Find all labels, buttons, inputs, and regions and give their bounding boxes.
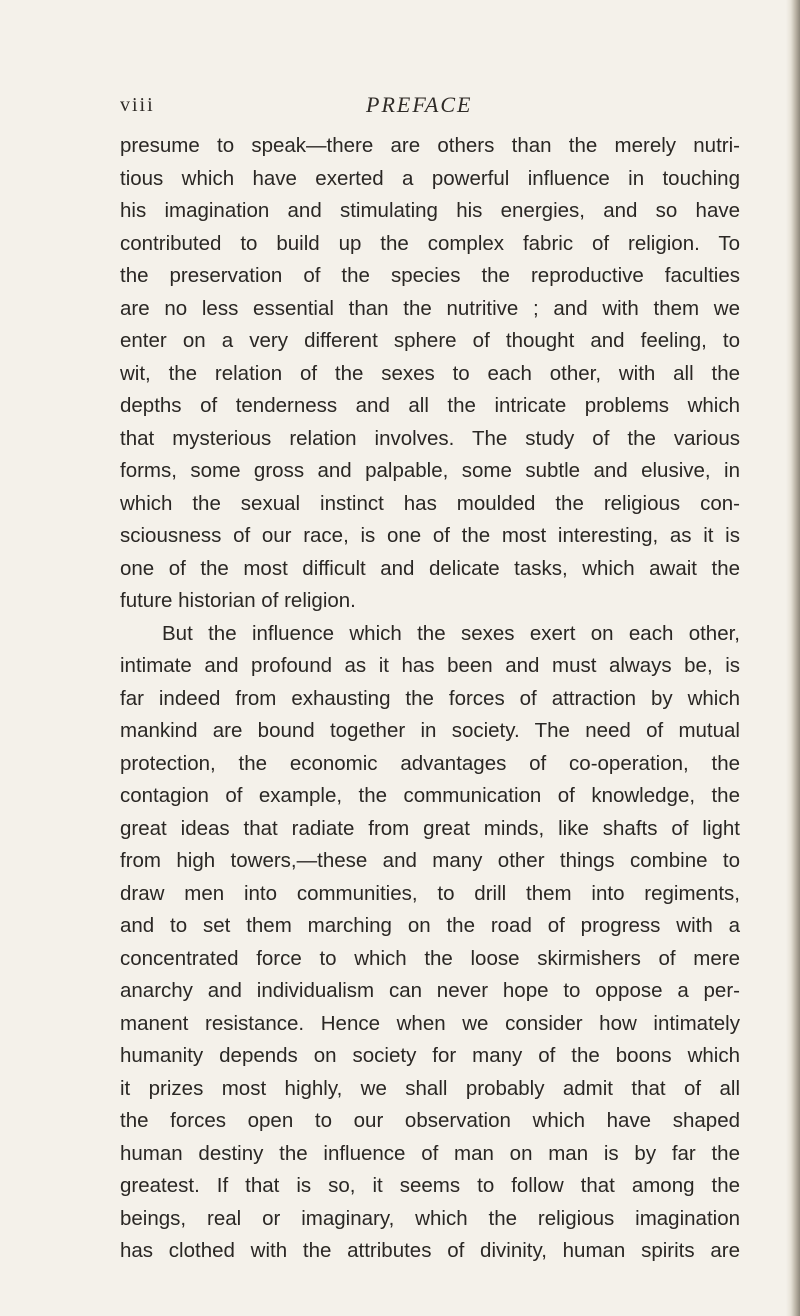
text-line: has clothed with the attributes of divinity, human spirits are <box>120 1239 740 1262</box>
text-line: the preservation of the species the reproductive faculties <box>120 264 740 287</box>
paragraph-2 <box>120 618 740 1268</box>
text-line: draw men into communities, to drill them into regiments, <box>120 881 740 905</box>
body-text <box>120 130 740 1268</box>
text-line: presume to speak—there are others than the merely nutri- <box>120 134 740 157</box>
page-header <box>120 86 680 126</box>
text-line: and to set them marching on the road of progress with a <box>120 914 740 937</box>
text-line: that mysterious relation involves. The study of the various <box>120 426 740 450</box>
text-line: sciousness of our race, is one of the most interesting, as it is <box>120 524 740 547</box>
running-head: PREFACE <box>366 92 473 117</box>
text-line: depths of tenderness and all the intricate problems which <box>120 394 740 417</box>
text-line: tious which have exerted a powerful influence in touching <box>120 166 740 190</box>
text-line: humanity depends on society for many of the boons which <box>120 1044 740 1067</box>
text-line: it prizes most highly, we shall probably admit that of all <box>120 1076 740 1100</box>
text-line: mankind are bound together in society. The need of mutual <box>120 719 740 742</box>
text-line: intimate and profound as it has been and must always be, is <box>120 654 740 677</box>
text-line: far indeed from exhausting the forces of attraction by which <box>120 686 740 710</box>
text-line: contributed to build up the complex fabric of religion. To <box>120 231 740 255</box>
text-line: future historian of religion. <box>120 589 356 612</box>
text-line: his imagination and stimulating his energies, and so have <box>120 199 740 222</box>
text-line: are no less essential than the nutritive ; and with them we <box>120 296 740 320</box>
text-line: enter on a very different sphere of thought and feeling, to <box>120 329 740 352</box>
text-line: the forces open to our observation which have shaped <box>120 1109 740 1132</box>
text-line: which the sexual instinct has moulded the religious con- <box>120 491 740 515</box>
text-line: from high towers,—these and many other things combine to <box>120 849 740 872</box>
page-edge-shadow <box>786 0 800 1316</box>
text-line: contagion of example, the communication of knowledge, the <box>120 784 740 807</box>
text-line: manent resistance. Hence when we consider how intimately <box>120 1011 740 1035</box>
page-number: viii <box>120 94 155 116</box>
text-line: anarchy and individualism can never hope to oppose a per- <box>120 979 740 1002</box>
text-line: wit, the relation of the sexes to each other, with all the <box>120 361 740 385</box>
text-line: one of the most difficult and delicate tasks, which await the <box>120 556 740 580</box>
text-line: great ideas that radiate from great minds, like shafts of light <box>120 816 740 840</box>
text-line: human destiny the influence of man on man is by far the <box>120 1141 740 1165</box>
text-line: concentrated force to which the loose skirmishers of mere <box>120 946 740 970</box>
text-line: But the influence which the sexes exert on each other, <box>162 621 740 645</box>
text-line: protection, the economic advantages of co-operation, the <box>120 751 740 775</box>
text-line: forms, some gross and palpable, some subtle and elusive, in <box>120 459 740 482</box>
text-line: beings, real or imaginary, which the religious imagination <box>120 1206 740 1230</box>
paragraph-1 <box>120 130 740 618</box>
text-line: greatest. If that is so, it seems to follow that among the <box>120 1174 740 1197</box>
